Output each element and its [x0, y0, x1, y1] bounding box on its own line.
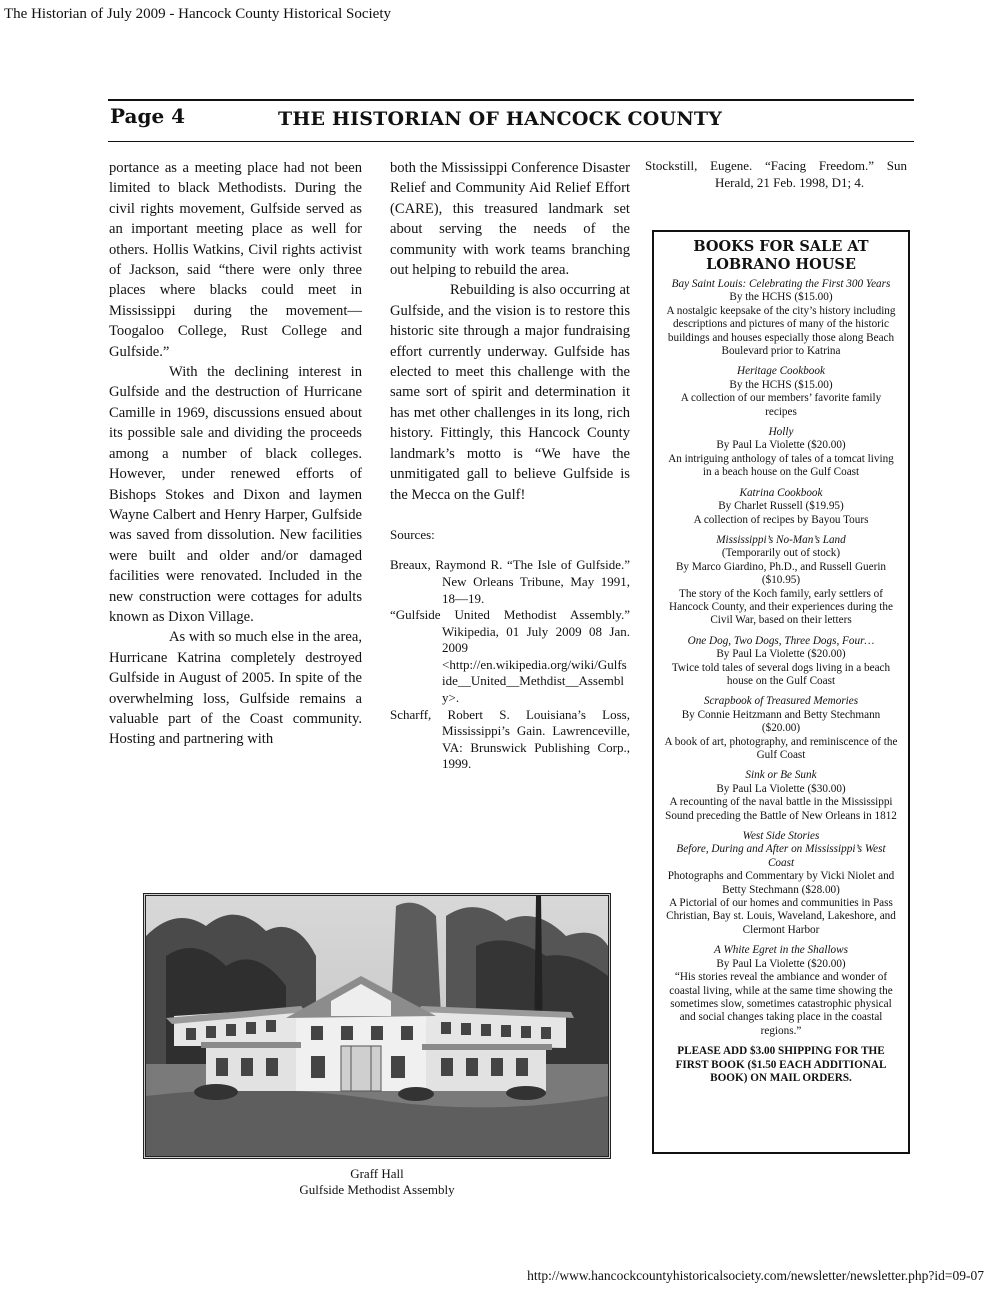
book-subtitle: Before, During and After on Mississippi’s West Coast — [676, 843, 886, 869]
header-rule-bottom — [108, 141, 914, 142]
book-description: A recounting of the naval battle in the Mississippi Sound preceding the Battle of New Orleans in 1812 — [665, 796, 897, 822]
book-author-price: By Paul La Violette ($20.00) — [716, 439, 846, 452]
book-author-price: By Paul La Violette ($20.00) — [716, 648, 846, 661]
book-title: A White Egret in the Shallows — [714, 944, 848, 957]
book-description: A collection of recipes by Bayou Tours — [693, 513, 869, 526]
book-author-price: By Marco Giardino, Ph.D., and Russell Guerin ($10.95) — [675, 560, 887, 587]
book-description: A book of art, photography, and reminiscence of the Gulf Coast — [664, 735, 898, 761]
book-description: A nostalgic keepsake of the city’s history including descriptions and pictures of many of the historic buildings and houses especially those along Beach Boulevard prior to Katrina — [666, 304, 896, 358]
article-column-1 — [109, 158, 362, 750]
sources-heading: Sources: — [390, 526, 435, 542]
book-listing — [664, 769, 898, 823]
book-author-price: By Charlet Russell ($19.95) — [718, 500, 844, 513]
book-title: Bay Saint Louis: Celebrating the First 300 Years — [671, 278, 891, 290]
book-title: Scrapbook of Treasured Memories — [703, 695, 859, 708]
sources-list — [390, 557, 630, 773]
source-entry: Scharff, Robert S. Louisiana’s Loss, Mississippi’s Gain. Lawrenceville, VA: Brunswick Publishing Corp., 1999. — [390, 706, 630, 772]
book-listing — [664, 534, 898, 628]
page-number-label: Page 4 — [110, 104, 186, 128]
article-paragraph: As with so much else in the area, Hurricane Katrina completely destroyed Gulfside in August of 2005. In spite of the overwhelming loss, Gulfside remains a valuable part of the Coast community. Hosting and partnering with — [109, 629, 362, 748]
article-paragraph: Rebuilding is also occurring at Gulfside, and the vision is to restore this historic site through a major fundraising effort currently underway. Gulfside has elected to meet this challenge with the same sort of spirit and determination it has met other challenges in its long, rich history. Fittingly, this Hancock County landmark’s motto is “We have the unmitigated gall to believe Gulfside is the Mecca on the Gulf! — [390, 282, 630, 503]
book-author-price: By Paul La Violette ($30.00) — [716, 782, 846, 795]
book-listing — [664, 426, 898, 480]
article-paragraph: With the declining interest in Gulfside and the destruction of Hurricane Camille in 1969, discussions ensued about its possible sale and dividing the proceeds among a number of black colleges. However, under renewed efforts of Bishops Stokes and Dixon and laymen Wayne Calbert and Henry Harper, Gulfside was saved from dissolution. New facilities were built and older and/or damaged facilities were renovated. Included in the new construction were cottages for adults known as Dixon Village. — [109, 364, 362, 625]
article-column-2 — [390, 158, 630, 773]
book-listing — [664, 487, 898, 527]
newsletter-title: THE HISTORIAN OF HANCOCK COUNTY — [278, 108, 722, 130]
books-box-title — [664, 238, 898, 274]
article-column-3 — [645, 158, 907, 195]
photo-caption-title: Graff Hall — [350, 1166, 404, 1181]
book-author-price: By the HCHS ($15.00) — [729, 291, 833, 304]
book-title: Mississippi’s No-Man’s Land — [716, 533, 846, 546]
books-for-sale-box — [652, 230, 910, 1154]
source-entry: Stockstill, Eugene. “Facing Freedom.” Sun Herald, 21 Feb. 1998, D1; 4. — [645, 158, 907, 190]
book-description: A collection of our members’ favorite family recipes — [680, 392, 882, 418]
book-title: Sink or Be Sunk — [745, 769, 817, 782]
photo-illustration — [146, 896, 608, 1156]
books-box-title-line: LOBRANO HOUSE — [706, 256, 856, 273]
book-description: An intriguing anthology of tales of a tomcat living in a beach house on the Gulf Coast — [668, 452, 894, 479]
book-description: Twice told tales of several dogs living in a beach house on the Gulf Coast — [671, 661, 891, 687]
book-listing — [664, 365, 898, 419]
source-entry: “Gulfside United Methodist Assembly.” Wikipedia, 01 July 2009 08 Jan. 2009 <http://en.wikipedia.org/wiki/Gulfside__United__Methdist__Assembly>. — [390, 607, 630, 706]
book-title: Holly — [768, 426, 794, 439]
book-listing — [664, 944, 898, 1038]
page-url-footer: http://www.hancockcountyhistoricalsociety.com/newsletter/newsletter.php?id=09-07 — [527, 1268, 984, 1283]
book-author-price: By Connie Heitzmann and Betty Stechmann ($20.00) — [681, 708, 881, 735]
graff-hall-photo — [143, 893, 611, 1159]
book-listing — [664, 695, 898, 762]
book-description: The story of the Koch family, early settlers of Hancock County, and their experiences during the Civil War, based on their letters — [669, 587, 893, 627]
source-entry: Breaux, Raymond R. “The Isle of Gulfside.” New Orleans Tribune, May 1991, 18—19. — [390, 557, 630, 606]
photo-caption-subtitle: Gulfside Methodist Assembly — [299, 1182, 455, 1197]
book-author-price: By the HCHS ($15.00) — [729, 378, 833, 391]
book-author-price: Photographs and Commentary by Vicki Niolet and Betty Stechmann ($28.00) — [667, 870, 895, 896]
book-title: One Dog, Two Dogs, Three Dogs, Four… — [687, 634, 875, 647]
books-box-title-line: BOOKS FOR SALE AT — [693, 238, 869, 255]
browser-window-title: The Historian of July 2009 - Hancock County Historical Society — [4, 6, 392, 22]
book-title: Heritage Cookbook — [737, 365, 825, 378]
book-description: A Pictorial of our homes and communities in Pass Christian, Bay st. Louis, Waveland, Lakeshore, and Clermont Harbor — [666, 897, 896, 936]
header-rule-top — [108, 99, 914, 101]
shipping-notice: PLEASE ADD $3.00 SHIPPING FOR THE FIRST BOOK ($1.50 EACH ADDITIONAL BOOK) ON MAIL ORDERS. — [675, 1045, 887, 1084]
book-listing — [664, 830, 898, 937]
book-listing — [664, 635, 898, 689]
book-title: Katrina Cookbook — [739, 486, 823, 499]
book-availability: (Temporarily out of stock) — [721, 547, 841, 560]
book-title: West Side Stories — [742, 830, 820, 843]
book-description: “His stories reveal the ambiance and wonder of coastal living, while at the same time showing the sometimes slow, sometimes catastrophic physical and social changes taking place in the coastal regions.” — [669, 971, 893, 1037]
book-listing — [664, 278, 898, 358]
photo-caption — [143, 1166, 611, 1198]
book-author-price: By Paul La Violette ($20.00) — [716, 957, 846, 970]
article-paragraph: portance as a meeting place had not been limited to black Methodists. During the civil rights movement, Gulfside served as an important meeting place as well for others. Hollis Watkins, Civil rights activist of Jackson, said “there were only three places where blacks could meet in Mississippi during the movement—Toogaloo College, Rust College and Gulfside.” — [109, 160, 362, 360]
article-paragraph: both the Mississippi Conference Disaster Relief and Community Aid Relief Effort (CARE), this treasured landmark set about serving the needs of the community with work teams branching out helping to rebuild the area. — [390, 160, 630, 279]
